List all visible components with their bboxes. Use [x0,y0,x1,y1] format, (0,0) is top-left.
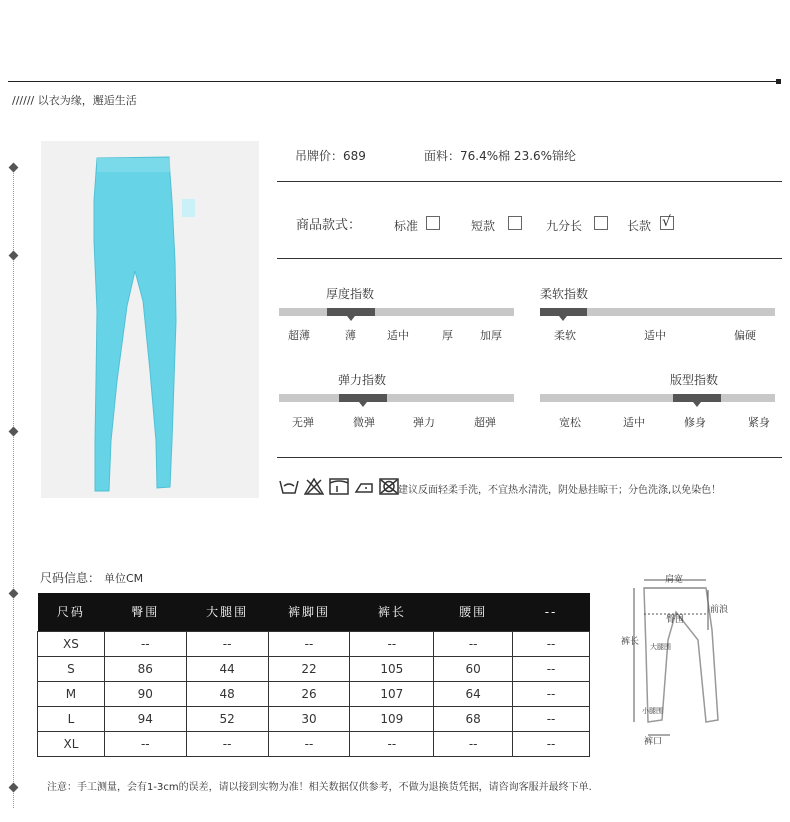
header-extra: -- [513,593,590,631]
table-row [38,731,590,756]
header-hem: 裤脚围 [268,593,350,631]
diamond-icon [9,163,19,173]
checkbox-ninth [594,216,608,230]
fit-label: 紧身 [748,416,770,429]
diagram-label-waist: 肩宽 [665,575,684,585]
fit-label: 宽松 [559,416,581,429]
table-cell: L [38,706,105,731]
size-info-title: 尺码信息： [40,571,101,585]
header-thigh: 大腿围 [186,593,268,631]
table-cell: 105 [350,656,434,681]
fabric-label: 面料：76.4%棉 23.6%锦纶 [424,149,577,163]
header-rule-end [776,79,781,84]
table-cell: S [38,656,105,681]
elasticity-label: 弹力 [413,416,435,429]
table-cell: -- [268,631,350,656]
size-unit: 单位CM [104,572,144,585]
checkbox-long-checked [660,216,674,230]
table-cell: 52 [186,706,268,731]
table-cell: 107 [350,681,434,706]
product-photo [41,141,259,498]
table-cell: 48 [186,681,268,706]
table-cell: M [38,681,105,706]
leggings-image [41,141,259,498]
table-cell: XL [38,731,105,756]
footer-note: 注意：手工测量，会有1-3cm的误差，请以接到实物为准！相关数据仅供参考，不做为退换货凭据，请咨询客服并最终下单. [47,782,592,793]
table-cell: 26 [268,681,350,706]
style-option-standard: 标准 [394,219,419,233]
thickness-bar [279,308,514,316]
table-cell: -- [513,731,590,756]
pants-diagram [620,570,780,750]
table-cell: -- [186,631,268,656]
hang-dry-icon [329,478,349,495]
table-cell: 30 [268,706,350,731]
table-cell: -- [186,731,268,756]
softness-selected-segment [540,308,587,316]
divider [277,181,782,182]
elasticity-selected-segment [339,394,387,402]
size-table-header [38,593,590,631]
table-cell: -- [513,631,590,656]
softness-label: 适中 [644,329,666,342]
style-option-ninth: 九分长 [546,219,583,233]
table-cell: 22 [268,656,350,681]
softness-pointer [559,316,567,321]
table-cell: -- [268,731,350,756]
iron-low-icon [354,478,374,495]
style-option-short: 短款 [471,219,496,233]
elasticity-label: 微弹 [353,416,375,429]
diagram-label-hem: 裤口 [644,737,663,747]
fit-label: 修身 [684,416,706,429]
table-cell: 109 [350,706,434,731]
checkbox-short [508,216,522,230]
fit-label: 适中 [623,416,645,429]
slogan: ////// 以衣为缘，邂逅生活 [12,94,137,107]
care-instructions: 建议反面轻柔手洗，不宜热水清洗，阴处悬挂晾干；分色洗涤,以免染色！ [398,485,722,496]
diagram-label-front-rise: 前浪 [710,605,729,615]
thickness-label: 加厚 [480,329,502,342]
softness-label: 偏硬 [734,329,756,342]
diamond-icon [9,251,19,261]
divider [277,258,782,259]
price-label: 吊牌价：689 [295,149,366,163]
table-row [38,681,590,706]
elasticity-pointer [359,402,367,407]
softness-label: 柔软 [554,329,576,342]
diamond-icon [9,783,19,793]
table-cell: 94 [104,706,186,731]
checkbox-standard [426,216,440,230]
table-cell: 68 [434,706,513,731]
table-cell: -- [434,731,513,756]
softness-title: 柔软指数 [540,287,589,301]
diagram-label-length: 裤长 [621,637,640,647]
table-cell: -- [513,706,590,731]
fit-selected-segment [673,394,721,402]
fit-title: 版型指数 [670,373,719,387]
table-cell: 60 [434,656,513,681]
fit-pointer [693,402,701,407]
header-hip: 臀围 [104,593,186,631]
table-row [38,656,590,681]
measurement-diagram [620,570,780,750]
diamond-icon [9,427,19,437]
table-cell: -- [104,631,186,656]
care-icons [279,478,399,496]
table-cell: -- [350,731,434,756]
table-row [38,631,590,656]
table-cell: 44 [186,656,268,681]
diamond-icon [9,589,19,599]
no-tumble-dry-icon [379,478,399,495]
table-cell: -- [434,631,513,656]
thickness-pointer [347,316,355,321]
hand-wash-icon [279,478,299,495]
table-cell: XS [38,631,105,656]
diagram-label-thigh: 大腿围 [650,643,671,651]
elasticity-bar [279,394,514,402]
thickness-label: 适中 [387,329,409,342]
table-cell: -- [104,731,186,756]
thickness-label: 超薄 [288,329,310,342]
style-option-long: 长款 [627,219,652,233]
table-cell: -- [350,631,434,656]
table-cell: 86 [104,656,186,681]
elasticity-label: 无弹 [292,416,314,429]
size-table [37,593,590,757]
table-cell: -- [513,656,590,681]
elasticity-label: 超弹 [474,416,496,429]
table-cell: -- [513,681,590,706]
diagram-label-calf: 小腿围 [642,707,663,715]
softness-bar [540,308,775,316]
table-cell: 64 [434,681,513,706]
table-cell: 90 [104,681,186,706]
divider [277,457,782,458]
decorative-dotted-line [13,168,14,808]
thickness-title: 厚度指数 [326,287,375,301]
thickness-label: 厚 [442,329,453,342]
thickness-label: 薄 [345,329,356,342]
table-row [38,706,590,731]
elasticity-title: 弹力指数 [338,373,387,387]
fit-bar [540,394,775,402]
header-waist: 腰围 [434,593,513,631]
header-length: 裤长 [350,593,434,631]
header-rule [8,81,780,82]
header-size: 尺码 [38,593,105,631]
thickness-selected-segment [327,308,375,316]
diagram-label-hip: 臀围 [666,615,685,625]
no-bleach-icon [304,478,324,495]
style-title: 商品款式： [296,218,362,233]
